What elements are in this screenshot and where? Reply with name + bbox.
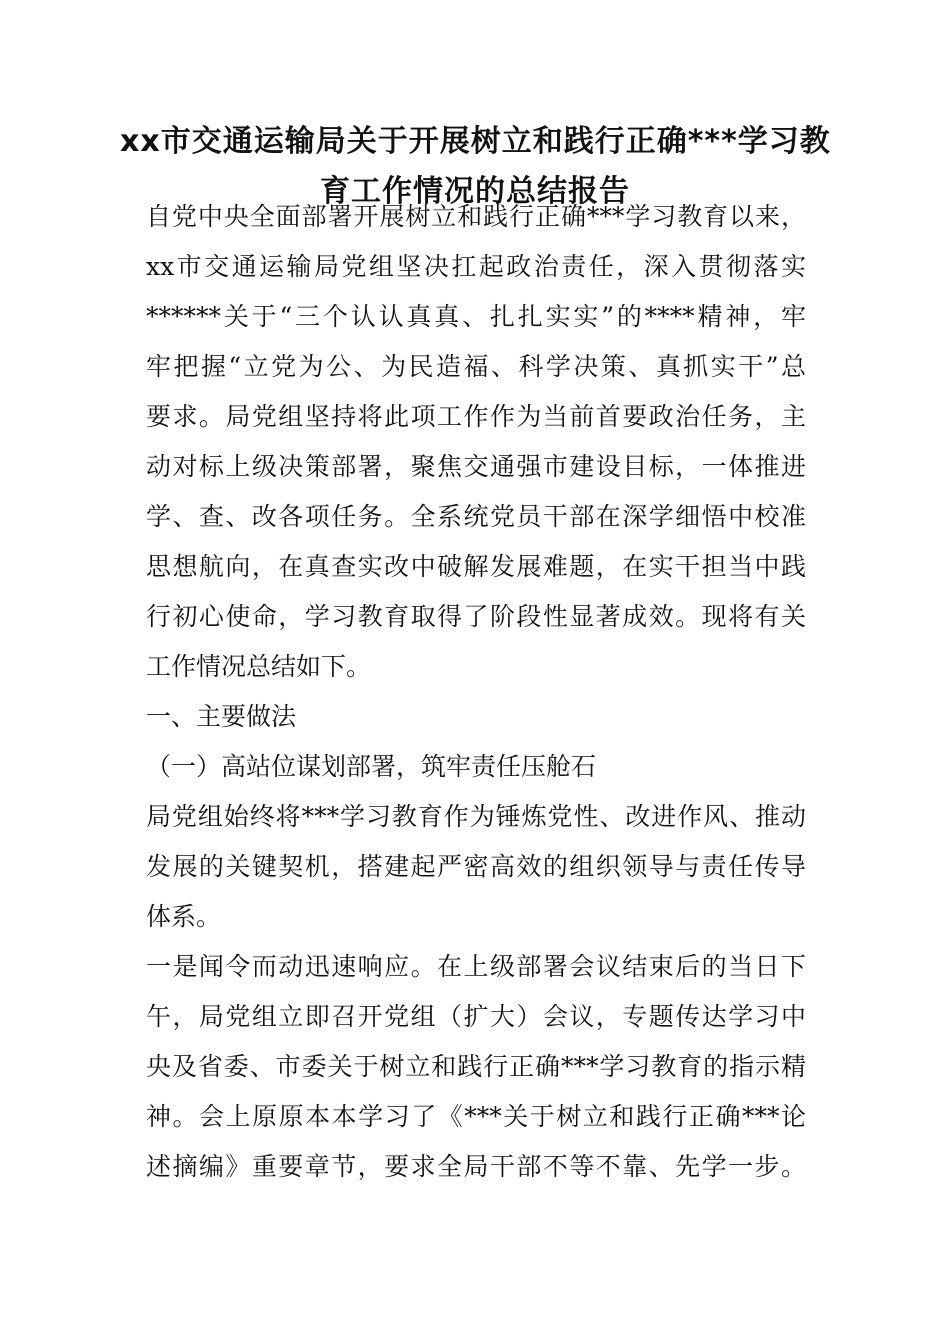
document-title-line-1: xx市交通运输局关于开展树立和践行正确***学习教 [120, 124, 831, 159]
body-line: 午，局党组立即召开党组（扩大）会议，专题传达学习中 [146, 1002, 806, 1031]
document-body [146, 192, 806, 1192]
body-line: 述摘编》重要章节，要求全局干部不等不靠、先学一步。 [146, 1152, 806, 1181]
body-line: 央及省委、市委关于树立和践行正确***学习教育的指示精 [146, 1052, 806, 1081]
body-line: 要求。局党组坚持将此项工作作为当前首要政治任务，主 [146, 402, 806, 431]
body-line: 发展的关键契机，搭建起严密高效的组织领导与责任传导 [146, 852, 806, 881]
body-line: xx市交通运输局党组坚决扛起政治责任，深入贯彻落实 [146, 252, 806, 281]
body-line: 思想航向，在真查实改中破解发展难题，在实干担当中践 [146, 552, 806, 581]
body-line: 体系。 [146, 902, 222, 931]
body-line: 工作情况总结如下。 [146, 652, 372, 681]
body-line: 局党组始终将***学习教育作为锤炼党性、改进作风、推动 [146, 802, 806, 831]
body-line: ******关于“三个认认真真、扎扎实实”的****精神，牢 [146, 302, 806, 331]
document-title-line-2: 育工作情况的总结报告 [320, 174, 630, 209]
body-line: 自党中央全面部署开展树立和践行正确***学习教育以来， [146, 202, 806, 231]
body-line: 牢把握“立党为公、为民造福、科学决策、真抓实干”总 [146, 352, 806, 381]
body-line: 行初心使命，学习教育取得了阶段性显著成效。现将有关 [146, 602, 806, 631]
body-line: 神。会上原原本本学习了《***关于树立和践行正确***论 [146, 1102, 806, 1131]
body-line: 学、查、改各项任务。全系统党员干部在深学细悟中校准 [146, 502, 806, 531]
subsection-heading: （一）高站位谋划部署，筑牢责任压舱石 [146, 752, 597, 781]
section-heading: 一、主要做法 [146, 702, 297, 731]
body-line: 一是闻令而动迅速响应。在上级部署会议结束后的当日下 [146, 952, 806, 981]
body-line: 动对标上级决策部署，聚焦交通强市建设目标，一体推进 [146, 452, 806, 481]
